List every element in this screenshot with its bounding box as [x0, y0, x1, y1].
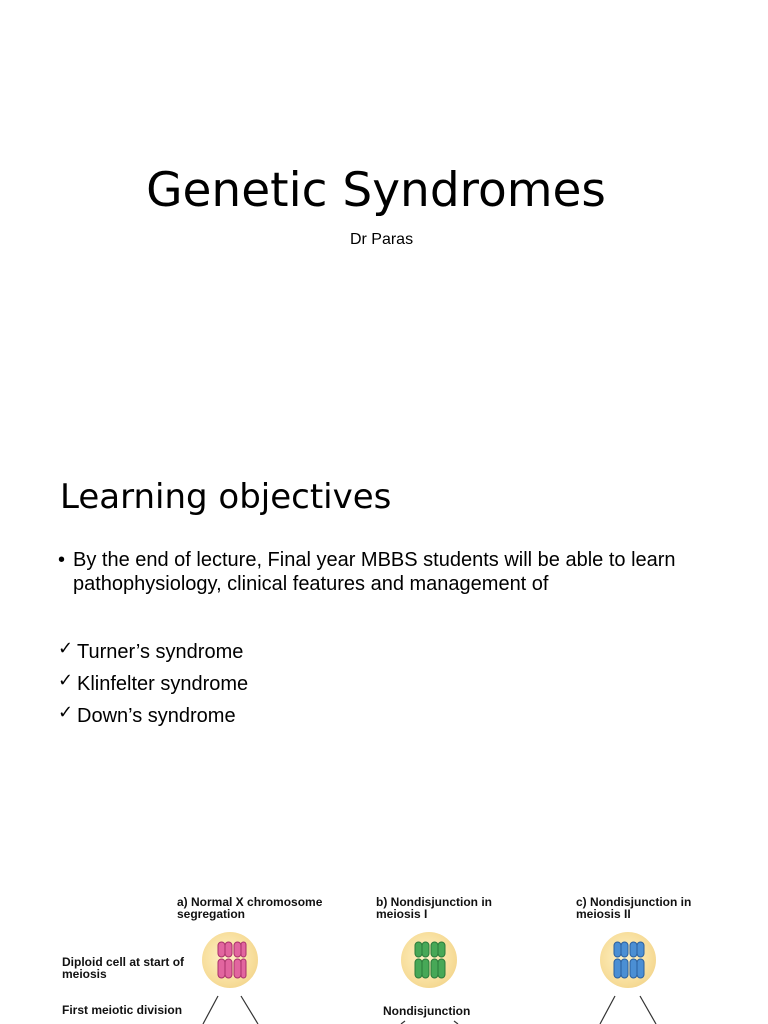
- list-item-label: Down’s syndrome: [77, 705, 236, 727]
- checkmark-icon: ✓: [58, 670, 74, 691]
- nondisjunction-label: Nondisjunction: [383, 1004, 471, 1018]
- nondisjunction-diagram-slide: [0, 850, 768, 1024]
- bullet-icon: •: [58, 549, 66, 571]
- slide-title: Genetic Syndromes: [146, 163, 606, 218]
- list-item: [58, 701, 248, 733]
- list-item: [58, 637, 248, 669]
- checkmark-icon: ✓: [58, 702, 74, 723]
- objectives-heading: Learning objectives: [60, 477, 392, 517]
- title-slide: [0, 0, 768, 450]
- list-item-label: Turner’s syndrome: [77, 641, 244, 663]
- row-label-diploid-cell: Diploid cell at start of meiosis: [62, 955, 185, 981]
- column-label-normal: a) Normal X chromosome segregation: [177, 895, 323, 921]
- objectives-slide: [0, 450, 768, 850]
- column-label-meiosis-1: b) Nondisjunction in meiosis I: [376, 895, 492, 921]
- list-item-label: Klinfelter syndrome: [77, 673, 249, 695]
- division-lines: [0, 850, 768, 1024]
- row-label-first-division: First meiotic division: [62, 1003, 183, 1017]
- column-label-meiosis-2: c) Nondisjunction in meiosis II: [576, 895, 692, 921]
- checkmark-icon: ✓: [58, 638, 74, 659]
- syndrome-checklist: [58, 637, 248, 733]
- objectives-bullet: [58, 548, 718, 596]
- list-item: [58, 669, 248, 701]
- bullet-text: By the end of lecture, Final year MBBS students will be able to learn pathophysiology, clinical features and management of: [73, 549, 676, 595]
- slide-subtitle: Dr Paras: [349, 231, 414, 248]
